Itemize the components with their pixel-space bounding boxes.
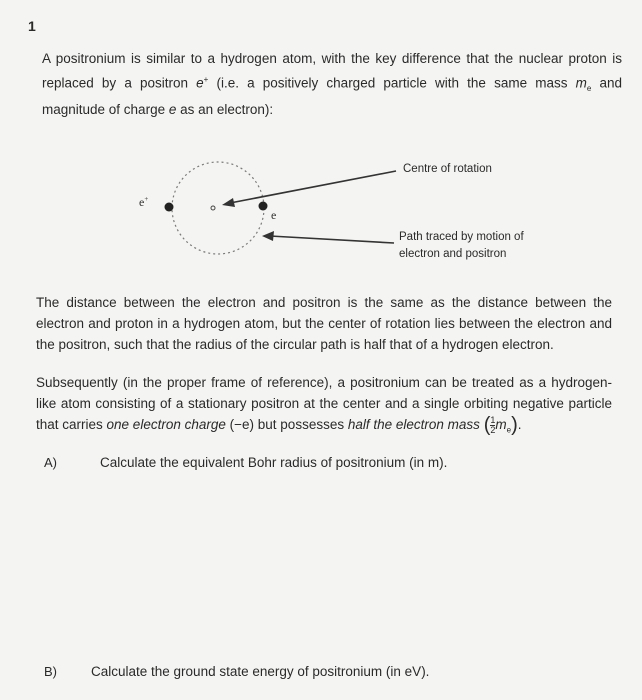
- distance-paragraph: The distance between the electron and positron is the same as the distance between the electron and proton in a hydrogen atom, but the center of rotation lies between the electron and the positron, such that the radius of the circular path is half that of a hydrogen electron.: [36, 295, 612, 352]
- path-arrow-line: [270, 236, 394, 243]
- path-arrow-head: [262, 231, 274, 241]
- positron-label: e+: [139, 195, 149, 209]
- mass-symbol: m: [575, 75, 587, 91]
- question-number: 1: [28, 18, 36, 34]
- charge-value: (−e): [229, 417, 255, 432]
- mass-subscript: e: [586, 84, 592, 94]
- intro-text-3: and magnitude of charge: [42, 75, 622, 118]
- part-b-letter: B): [44, 664, 57, 679]
- centre-of-rotation-label: Centre of rotation: [403, 163, 492, 175]
- hydrogen-like-paragraph: Subsequently (in the proper frame of reference), a positronium can be treated as a hydrogen-like atom consisting of a stationary positron at the center and a single orbiting negative particle that carries one electron charge (−e) but possesses half the electron mass ( $\frac{1}{2}$ $m_e$).: [36, 375, 612, 436]
- electron-dot: [259, 202, 268, 211]
- orbit-path: [172, 162, 264, 254]
- intro-text-2: (i.e. a positively charged particle with the same mass: [208, 75, 576, 91]
- part-a-question: Calculate the equivalent Bohr radius of positronium (in m).: [100, 455, 448, 470]
- positron-symbol: e: [196, 75, 204, 91]
- charge-symbol: e: [168, 102, 177, 118]
- centre-point: [211, 206, 215, 210]
- p3-text-2: but possesses: [254, 417, 348, 432]
- intro-text-4: as an electron):: [176, 102, 274, 118]
- half-mass-subscript: e: [506, 425, 512, 435]
- intro-text-1: A positronium is similar to a hydrogen atom, with the key difference that the nuclear proton is replaced by a positron: [42, 51, 622, 91]
- half-mass-symbol: m: [495, 417, 507, 432]
- positron-dot: [165, 203, 174, 212]
- centre-arrow-head: [222, 198, 235, 207]
- path-label: Path traced by motion of electron and positron: [399, 231, 524, 260]
- charge-phrase: one electron charge: [106, 417, 226, 432]
- positron-superscript: +: [203, 75, 209, 84]
- half-fraction: $\frac{1}{2}$: [490, 414, 496, 435]
- electron-label: e: [271, 208, 277, 222]
- p3-text-1: Subsequently (in the proper frame of reference), a positronium can be treated as a hydrogen-like atom consisting of a stationary positron at the center and a single orbiting negative particle that carries: [36, 375, 612, 432]
- part-b-question: Calculate the ground state energy of positronium (in eV).: [91, 664, 430, 679]
- mass-phrase: half the electron mass: [347, 417, 480, 432]
- centre-arrow-line: [230, 171, 396, 203]
- part-a-letter: A): [44, 455, 57, 470]
